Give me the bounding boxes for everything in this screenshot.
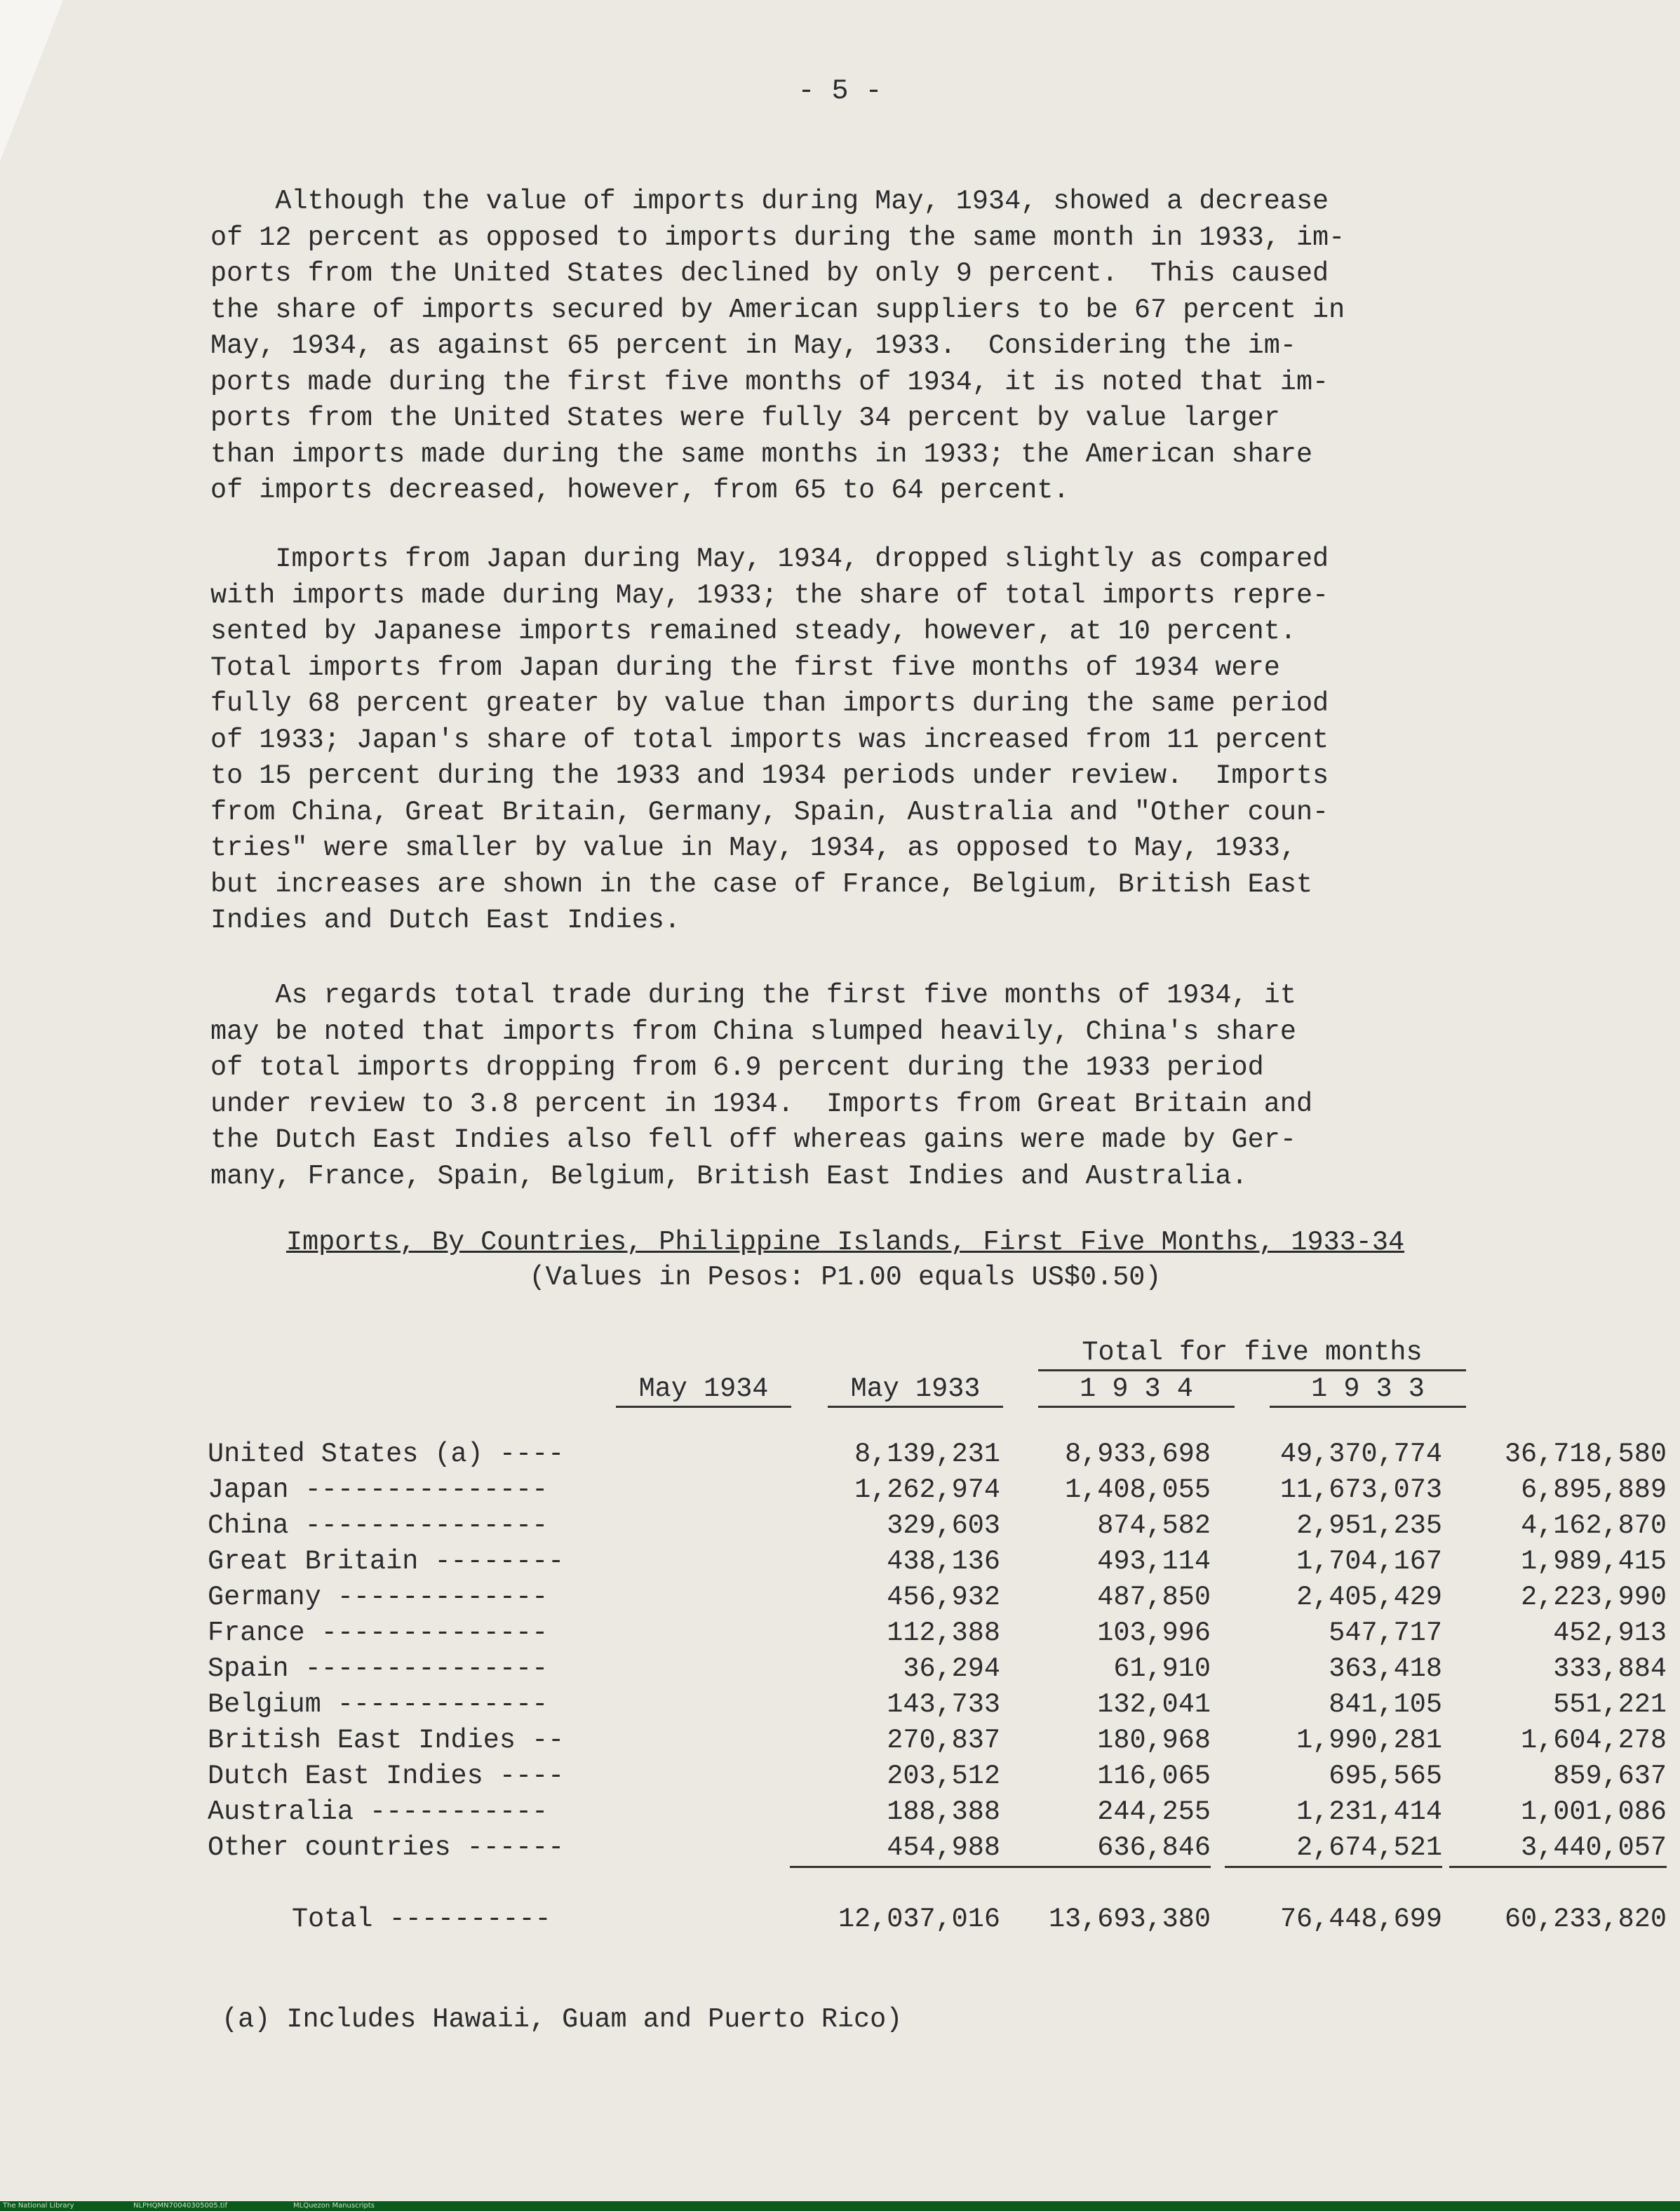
page-number: - 5 - (798, 76, 882, 107)
value-five-months-1934: 1,990,281 (1296, 1725, 1442, 1756)
value-five-months-1933: 859,637 (1553, 1761, 1667, 1792)
value-may-1933: 132,041 (1097, 1689, 1211, 1720)
value-five-months-1934: 841,105 (1329, 1689, 1442, 1720)
text-line: may be noted that imports from China slumped heavily, China's share (210, 1016, 1296, 1047)
footer-library: The National Library (3, 2202, 74, 2210)
value-five-months-1933: 36,718,580 (1504, 1439, 1667, 1470)
table-row (208, 1651, 1667, 1687)
paragraph-1 (210, 184, 1466, 509)
value-five-months-1934: 547,717 (1329, 1618, 1442, 1648)
table-row (208, 1759, 1667, 1794)
value-five-months-1934: 1,231,414 (1296, 1796, 1442, 1827)
text-line: from China, Great Britain, Germany, Spain, Australia and "Other coun- (210, 796, 1329, 828)
value-may-1934: 188,388 (887, 1796, 1000, 1827)
table-title-block (224, 1225, 1466, 1295)
value-five-months-1934: 2,405,429 (1296, 1582, 1442, 1613)
footer-collection: MLQuezon Manuscripts (293, 2202, 375, 2210)
column-header-may-1934: May 1934 (616, 1372, 791, 1408)
text-line: fully 68 percent greater by value than imports during the same period (210, 688, 1329, 719)
column-group-header: Total for five months (1038, 1336, 1466, 1371)
row-label: Germany ------------- (208, 1582, 549, 1613)
value-five-months-1934: 1,704,167 (1296, 1546, 1442, 1577)
value-may-1934: 143,733 (887, 1689, 1000, 1720)
text-line: of imports decreased, however, from 65 to 64 percent. (210, 475, 1070, 506)
archive-footer-bar (0, 2201, 1680, 2211)
table-title: Imports, By Countries, Philippine Islands, First Five Months, 1933-34 (285, 1227, 1405, 1258)
value-five-months-1933: 551,221 (1553, 1689, 1667, 1720)
value-five-months-1933: 2,223,990 (1521, 1582, 1667, 1613)
value-five-months-1934: 49,370,774 (1279, 1439, 1442, 1470)
table-row (208, 1615, 1667, 1651)
text-line: many, France, Spain, Belgium, British East Indies and Australia. (210, 1160, 1248, 1192)
row-label: United States (a) ---- (208, 1439, 565, 1470)
value-may-1934: 1,262,974 (854, 1474, 1000, 1505)
value-five-months-1934: 2,674,521 (1225, 1830, 1442, 1868)
table-total-row (208, 1902, 1667, 1937)
text-line: of 12 percent as opposed to imports during the same month in 1933, im- (210, 222, 1345, 253)
value-may-1933: 1,408,055 (1065, 1474, 1211, 1505)
value-may-1934: 456,932 (887, 1582, 1000, 1613)
text-line: ports from the United States were fully 34 percent by value larger (210, 403, 1280, 434)
row-label: Japan --------------- (208, 1474, 549, 1505)
total-value-five-months-1934: 76,448,699 (1279, 1904, 1442, 1935)
column-header-may-1933: May 1933 (828, 1372, 1003, 1408)
text-line: of 1933; Japan's share of total imports was increased from 11 percent (210, 724, 1329, 755)
value-five-months-1933: 333,884 (1553, 1653, 1667, 1684)
table-footnote: (a) Includes Hawaii, Guam and Puerto Rico) (222, 2004, 903, 2035)
value-may-1934: 36,294 (903, 1653, 1000, 1684)
total-value-may-1934: 12,037,016 (838, 1904, 1000, 1935)
value-may-1934: 203,512 (887, 1761, 1000, 1792)
value-may-1933: 874,582 (1097, 1510, 1211, 1541)
table-row (208, 1723, 1667, 1759)
row-label: Belgium ------------- (208, 1689, 549, 1720)
value-five-months-1933: 1,604,278 (1521, 1725, 1667, 1756)
text-line: Total imports from Japan during the first five months of 1934 were (210, 652, 1280, 683)
value-may-1934: 438,136 (887, 1546, 1000, 1577)
row-label: Great Britain -------- (208, 1546, 565, 1577)
value-may-1933: 244,255 (1097, 1796, 1211, 1827)
column-header-five-months-1933: 1 9 3 3 (1270, 1372, 1466, 1408)
text-line: ports from the United States declined by only 9 percent. This caused (210, 258, 1329, 289)
row-label: Dutch East Indies ---- (208, 1761, 565, 1792)
text-line: As regards total trade during the first five months of 1934, it (210, 980, 1296, 1011)
row-label: Spain --------------- (208, 1653, 549, 1684)
text-line: with imports made during May, 1933; the share of total imports repre- (210, 579, 1329, 611)
value-may-1933: 8,933,698 (1065, 1439, 1211, 1470)
text-line: but increases are shown in the case of France, Belgium, British East (210, 868, 1313, 900)
table-row (208, 1437, 1667, 1472)
value-may-1934: 112,388 (887, 1618, 1000, 1648)
text-line: Although the value of imports during May, 1934, showed a decrease (210, 186, 1329, 217)
row-label: China --------------- (208, 1510, 549, 1541)
column-header-five-months-1934: 1 9 3 4 (1038, 1372, 1235, 1408)
text-line: of total imports dropping from 6.9 percent during the 1933 period (210, 1052, 1264, 1083)
row-label: France -------------- (208, 1618, 549, 1648)
text-line: May, 1934, as against 65 percent in May, 1933. Considering the im- (210, 330, 1296, 361)
text-line: sented by Japanese imports remained steady, however, at 10 percent. (210, 616, 1296, 647)
value-five-months-1933: 452,913 (1553, 1618, 1667, 1648)
text-line: Imports from Japan during May, 1934, dropped slightly as compared (210, 544, 1329, 574)
text-line: ports made during the first five months of 1934, it is noted that im- (210, 366, 1329, 398)
value-five-months-1934: 2,951,235 (1296, 1510, 1442, 1541)
value-may-1934: 329,603 (887, 1510, 1000, 1541)
table-row (208, 1794, 1667, 1830)
value-may-1933: 493,114 (1097, 1546, 1211, 1577)
table-row (208, 1508, 1667, 1544)
value-five-months-1933: 1,989,415 (1521, 1546, 1667, 1577)
value-may-1933: 180,968 (1097, 1725, 1211, 1756)
paragraph-2 (210, 542, 1466, 939)
text-line: Indies and Dutch East Indies. (210, 905, 681, 936)
value-five-months-1933: 3,440,057 (1449, 1830, 1667, 1868)
value-may-1934: 270,837 (887, 1725, 1000, 1756)
text-line: tries" were smaller by value in May, 1934, as opposed to May, 1933, (210, 833, 1296, 863)
table-row (208, 1544, 1667, 1580)
table-subtitle: (Values in Pesos: P1.00 equals US$0.50) (529, 1262, 1162, 1293)
table-row (208, 1472, 1667, 1508)
value-five-months-1933: 6,895,889 (1521, 1474, 1667, 1505)
value-five-months-1934: 11,673,073 (1279, 1474, 1442, 1505)
value-five-months-1934: 695,565 (1329, 1761, 1442, 1792)
row-label: Australia ----------- (208, 1796, 549, 1827)
text-line: the Dutch East Indies also fell off whereas gains were made by Ger- (210, 1124, 1296, 1155)
table-row (208, 1830, 1667, 1866)
value-may-1934: 454,988 (790, 1830, 1000, 1868)
footer-file: NLPHQMN70040305005.tif (133, 2202, 227, 2210)
value-may-1933: 487,850 (1097, 1582, 1211, 1613)
total-value-five-months-1933: 60,233,820 (1504, 1904, 1667, 1935)
text-line: under review to 3.8 percent in 1934. Imports from Great Britain and (210, 1088, 1313, 1120)
value-may-1933: 636,846 (1000, 1830, 1211, 1868)
table-row (208, 1687, 1667, 1723)
total-label: Total ---------- (292, 1904, 551, 1935)
value-may-1933: 61,910 (1113, 1653, 1211, 1684)
text-line: the share of imports secured by American suppliers to be 67 percent in (210, 294, 1345, 325)
value-five-months-1933: 4,162,870 (1521, 1510, 1667, 1541)
value-five-months-1933: 1,001,086 (1521, 1796, 1667, 1827)
total-value-may-1933: 13,693,380 (1048, 1904, 1211, 1935)
text-line: to 15 percent during the 1933 and 1934 periods under review. Imports (210, 760, 1329, 791)
value-five-months-1934: 363,418 (1329, 1653, 1442, 1684)
table-row (208, 1580, 1667, 1615)
value-may-1933: 116,065 (1097, 1761, 1211, 1792)
paragraph-3 (210, 978, 1466, 1195)
row-label: British East Indies -- (208, 1725, 565, 1756)
text-line: than imports made during the same months in 1933; the American share (210, 438, 1313, 470)
value-may-1934: 8,139,231 (854, 1439, 1000, 1470)
row-label: Other countries ------ (208, 1832, 565, 1863)
value-may-1933: 103,996 (1097, 1618, 1211, 1648)
